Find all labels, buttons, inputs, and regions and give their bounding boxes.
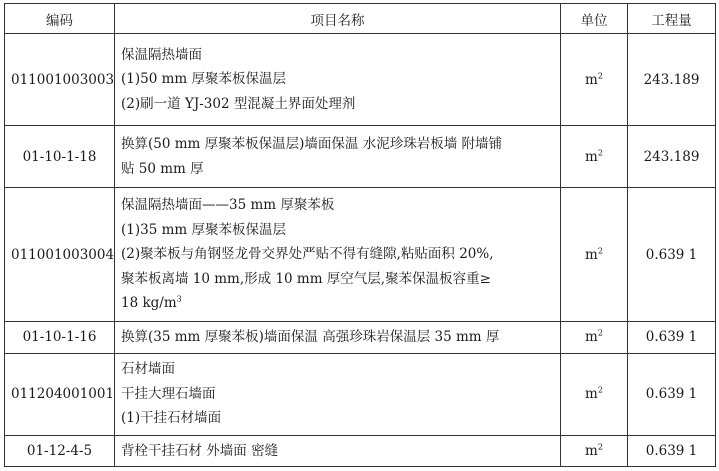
row-qty: 243.189 <box>628 34 716 126</box>
name-line: (2)聚苯板与角钢竖龙骨交界处严贴不得有缝隙,粘贴面积 20%, <box>121 246 494 263</box>
row-code: 01-10-1-16 <box>5 322 115 354</box>
row-code: 011001003003 <box>5 34 115 126</box>
name-line: (1)50 mm 厚聚苯板保温层 <box>121 71 286 88</box>
row-unit: $m^2$ <box>561 188 628 322</box>
row-name <box>115 188 561 322</box>
table-row <box>5 34 716 126</box>
header-unit: 单位 <box>561 4 628 34</box>
bill-of-quantities-table <box>4 3 716 467</box>
row-unit: $m^2$ <box>561 126 628 188</box>
row-unit: $m^2$ <box>561 435 628 467</box>
name-line: 保温隔热墙面 <box>121 46 202 63</box>
row-name <box>115 34 561 126</box>
row-code: 01-10-1-18 <box>5 126 115 188</box>
table-row <box>5 322 716 354</box>
table-row <box>5 188 716 322</box>
name-line: 贴 50 mm 厚 <box>121 160 204 177</box>
row-code: 01-12-4-5 <box>5 435 115 467</box>
name-line: (1)干挂石材墙面 <box>121 410 222 427</box>
row-name <box>115 322 561 354</box>
row-unit: $m^2$ <box>561 353 628 435</box>
row-unit: $m^2$ <box>561 322 628 354</box>
header-code: 编码 <box>5 4 115 34</box>
header-row <box>5 4 716 34</box>
row-qty: 0.639 1 <box>628 322 716 354</box>
header-name: 项目名称 <box>115 4 561 34</box>
name-line: 干挂大理石墙面 <box>121 385 216 402</box>
name-line: 换算(35 mm 厚聚苯板)墙面保温 高强珍珠岩保温层 35 mm 厚 <box>121 329 500 345</box>
name-line: 保温隔热墙面——35 mm 厚聚苯板 <box>121 197 335 214</box>
name-line: (1)35 mm 厚聚苯板保温层 <box>121 221 286 238</box>
table-row <box>5 435 716 467</box>
row-unit: $m^2$ <box>561 34 628 126</box>
name-line: 换算(50 mm 厚聚苯板保温层)墙面保温 水泥珍珠岩板墙 附墙铺 <box>121 136 502 152</box>
row-name <box>115 126 561 188</box>
row-qty: 0.639 1 <box>628 188 716 322</box>
name-line: (2)刷一道 YJ-302 型混凝土界面处理剂 <box>121 95 356 112</box>
row-qty: 0.639 1 <box>628 435 716 467</box>
row-code: 011204001001 <box>5 353 115 435</box>
header-qty: 工程量 <box>628 4 716 34</box>
row-qty: 0.639 1 <box>628 353 716 435</box>
name-line: 石材墙面 <box>121 361 175 378</box>
row-name <box>115 435 561 467</box>
table-row <box>5 126 716 188</box>
row-name <box>115 353 561 435</box>
row-qty: 243.189 <box>628 126 716 188</box>
row-code: 011001003004 <box>5 188 115 322</box>
name-line: 背栓干挂石材 外墙面 密缝 <box>121 442 279 459</box>
name-line: 聚苯板离墙 10 mm,形成 10 mm 厚空气层,聚苯保温板容重≥ <box>121 270 491 287</box>
name-line: 18 $kg/m^3$ <box>121 294 182 312</box>
table-row <box>5 353 716 435</box>
